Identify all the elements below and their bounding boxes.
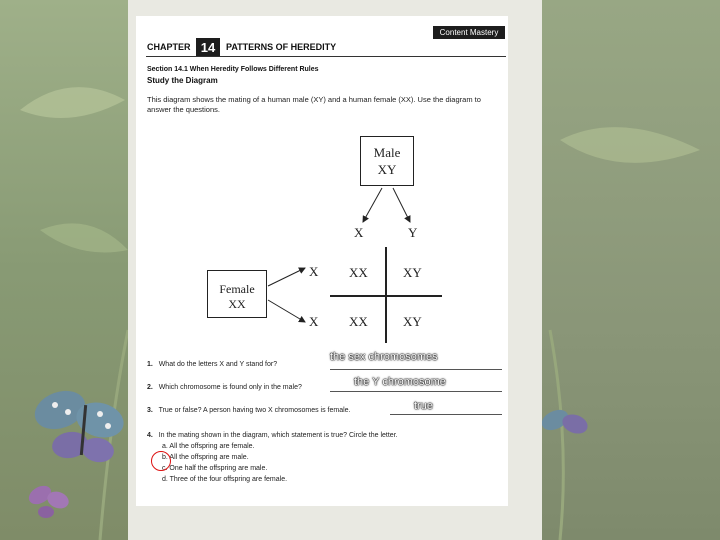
punnett-cell: XX [349,265,368,280]
question-text: In the mating shown in the diagram, which statement is true? Circle the letter. [158,432,398,439]
punnett-cell: XY [403,314,422,329]
answer-line [330,369,502,370]
male-label: Male [373,145,401,160]
punnett-cell: XY [403,265,422,280]
arrow-male-x [363,188,382,222]
top-x-label: X [354,225,364,240]
question-3 [147,407,351,414]
grid-horizontal-line [330,295,442,297]
question-4 [147,432,398,439]
question-text: Which chromosome is found only in the male? [158,384,302,391]
answer-line [330,391,502,392]
option-d: d. Three of the four offspring are female. [162,476,288,483]
question-number: 1. [147,361,153,368]
answer-line [390,414,502,415]
answer-circle [151,451,171,471]
left-x1-label: X [309,264,319,279]
study-heading: Study the Diagram [147,76,218,85]
punnett-cell: XX [349,314,368,329]
section-heading: Section 14.1 When Heredity Follows Different Rules [147,66,319,73]
question-1 [147,361,277,368]
top-y-label: Y [408,225,418,240]
arrow-male-y [393,188,410,222]
question-text: What do the letters X and Y stand for? [158,361,278,368]
question-text: True or false? A person having two X chromosomes is female. [158,407,351,414]
female-genotype: XX [228,297,246,311]
arrow-female-x1 [268,268,305,286]
question-number: 4. [147,432,153,439]
left-x2-label: X [309,314,319,329]
answer-2: the Y chromosome [354,376,446,388]
question-number: 2. [147,384,153,391]
punnett-square [330,247,442,343]
answer-3: true [414,400,433,412]
male-genotype: XY [377,162,397,177]
answer-1: the sex chromosomes [330,351,438,363]
option-c: c. One half the offspring are male. [162,465,268,472]
arrow-female-x2 [268,300,305,322]
female-label: Female [219,282,255,296]
intro-text: This diagram shows the mating of a human male (XY) and a human female (XX). Use the diagram to answer the questions. [147,95,481,114]
content-mastery-badge: Content Mastery [433,26,505,39]
question-number: 3. [147,407,153,414]
option-b: b. All the offspring are male. [162,454,249,461]
chapter-number: 14 [196,38,220,57]
option-a: a. All the offspring are female. [162,443,255,450]
question-2 [147,384,302,391]
chapter-title: PATTERNS OF HEREDITY [226,42,337,52]
chapter-label: CHAPTER [147,42,191,52]
